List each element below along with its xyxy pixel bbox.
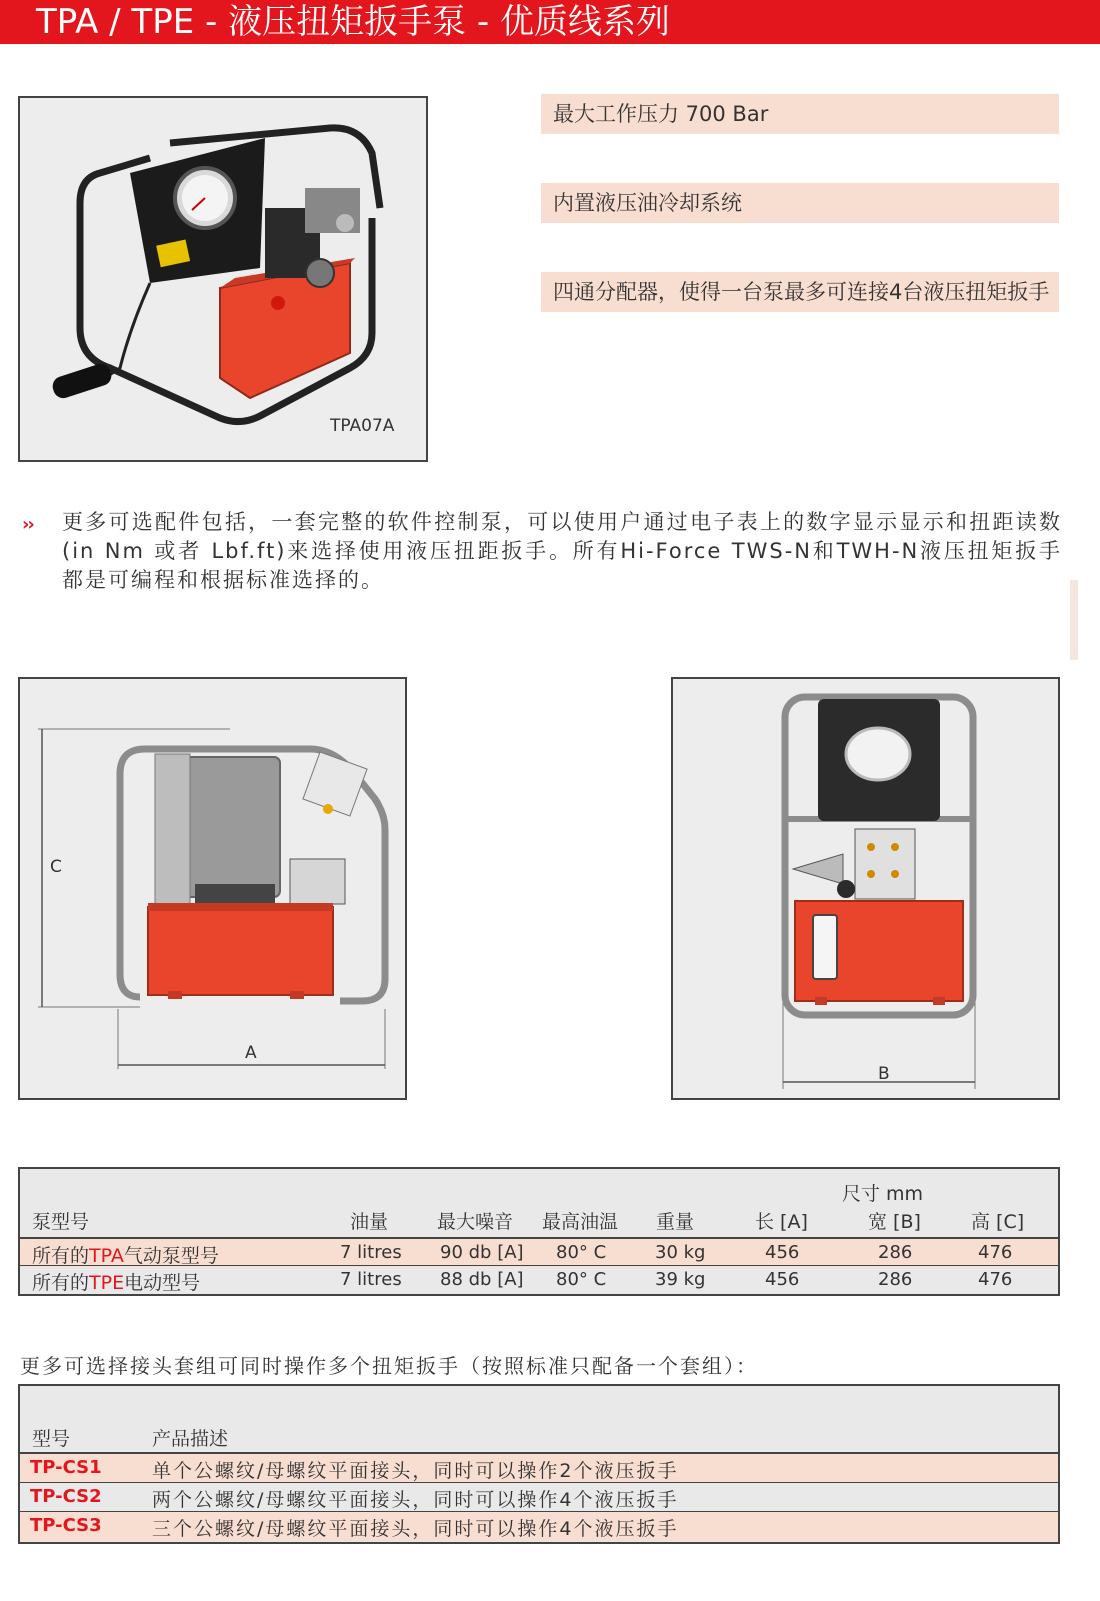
model-code: TPE — [89, 1272, 125, 1294]
accessory-code: TP-CS2 — [30, 1486, 102, 1507]
dimension-a-label: A — [245, 1043, 257, 1063]
model-code: TPA — [89, 1245, 124, 1267]
model-cell: 所有的TPE电动型号 — [32, 1272, 201, 1294]
header-length: 长 [A] — [755, 1211, 808, 1233]
header-model: 泵型号 — [32, 1211, 90, 1233]
table-row — [20, 1511, 1058, 1541]
dimension-c-label: C — [50, 857, 62, 877]
accessory-description: 单个公螺纹/母螺纹平面接头，同时可以操作2个液压扳手 — [152, 1460, 679, 1482]
oil-cell: 7 litres — [340, 1242, 402, 1263]
width-cell: 286 — [878, 1269, 913, 1290]
side-view-illustration — [20, 679, 405, 1098]
temp-cell: 80° C — [556, 1242, 607, 1263]
accessory-code: TP-CS1 — [30, 1457, 102, 1478]
feature-max-pressure: 最大工作压力 700 Bar — [541, 94, 1059, 134]
accessory-code: TP-CS3 — [30, 1515, 102, 1536]
front-view-drawing — [671, 677, 1060, 1100]
table-row — [20, 1482, 1058, 1512]
noise-cell: 88 db [A] — [440, 1269, 524, 1290]
product-photo — [18, 96, 428, 462]
header-noise: 最大噪音 — [437, 1211, 514, 1233]
table-row — [20, 1237, 1058, 1267]
pump-illustration — [20, 98, 426, 460]
width-cell: 286 — [878, 1242, 913, 1263]
height-cell: 476 — [978, 1269, 1013, 1290]
height-cell: 476 — [978, 1242, 1013, 1263]
intro-text: 更多可选配件包括，一套完整的软件控制泵，可以使用户通过电子表上的数字显示显示和扭距读数(in Nm 或者 Lbf.ft)来选择使用液压扭距扳手。所有Hi-Force TWS-N和TWH-N液压扭矩扳手都是可编程和根据标准选择的。 — [62, 510, 1062, 592]
table-row — [20, 1452, 1058, 1483]
model-cell: 所有的TPA气动泵型号 — [32, 1245, 219, 1267]
header-description: 产品描述 — [152, 1428, 229, 1450]
page-title: TPA / TPE - 液压扭矩扳手泵 - 优质线系列 — [36, 2, 670, 42]
front-view-illustration — [673, 679, 1058, 1098]
header-height: 高 [C] — [971, 1211, 1025, 1233]
dimension-b-label: B — [878, 1064, 890, 1084]
double-chevron-icon: ›› — [22, 514, 33, 535]
photo-caption: TPA07A — [330, 416, 395, 436]
page-edge-mark — [1070, 580, 1078, 660]
length-cell: 456 — [765, 1269, 800, 1290]
accessory-description: 两个公螺纹/母螺纹平面接头，同时可以操作4个液压扳手 — [152, 1489, 679, 1511]
length-cell: 456 — [765, 1242, 800, 1263]
accessories-intro: 更多可选择接头套组可同时操作多个扭矩扳手（按照标准只配备一个套组）： — [20, 1354, 758, 1378]
spec-table — [18, 1167, 1060, 1296]
table-row — [20, 1265, 1058, 1294]
weight-cell: 30 kg — [655, 1242, 706, 1263]
accessory-description: 三个公螺纹/母螺纹平面接头，同时可以操作4个液压扳手 — [152, 1518, 679, 1540]
accessories-table — [18, 1384, 1060, 1544]
feature-oil-cooling: 内置液压油冷却系统 — [541, 183, 1059, 223]
side-view-drawing — [18, 677, 407, 1100]
header-code: 型号 — [32, 1428, 71, 1450]
temp-cell: 80° C — [556, 1269, 607, 1290]
header-temp: 最高油温 — [542, 1211, 619, 1233]
header-width: 宽 [B] — [868, 1211, 921, 1233]
header-oil: 油量 — [350, 1211, 389, 1233]
header-banner — [0, 0, 1100, 44]
dims-group-header: 尺寸 mm — [842, 1183, 924, 1205]
feature-four-way-manifold: 四通分配器，使得一台泵最多可连接4台液压扭矩扳手 — [541, 272, 1059, 312]
oil-cell: 7 litres — [340, 1269, 402, 1290]
header-weight: 重量 — [656, 1211, 695, 1233]
weight-cell: 39 kg — [655, 1269, 706, 1290]
noise-cell: 90 db [A] — [440, 1242, 524, 1263]
